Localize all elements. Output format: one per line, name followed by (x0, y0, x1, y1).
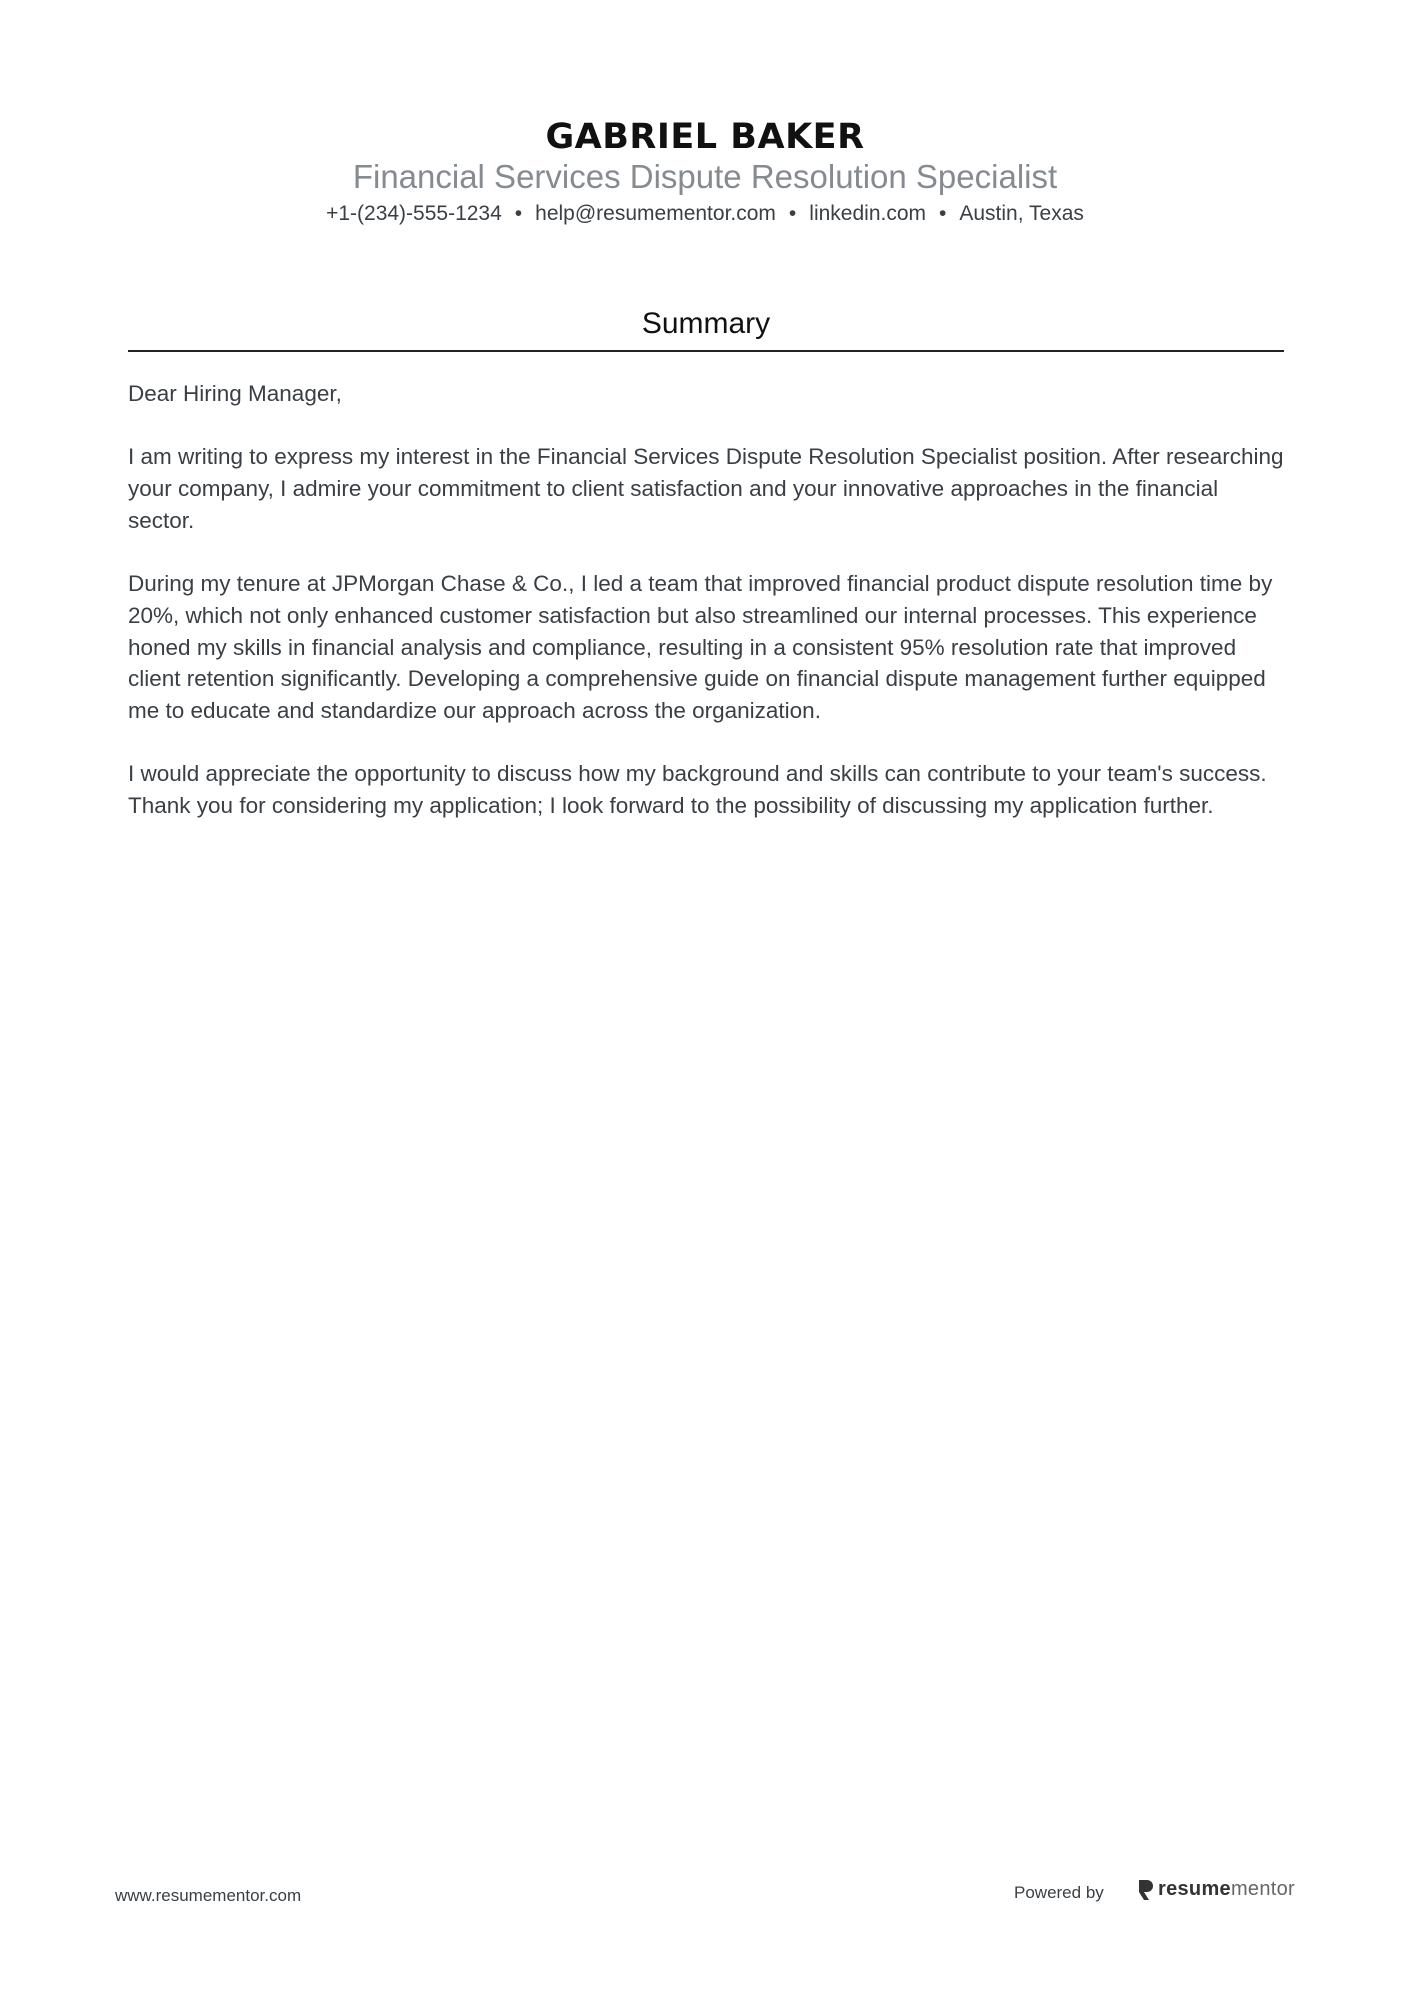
brand-logo[interactable] (1137, 1878, 1295, 1901)
contact-separator: • (788, 202, 797, 225)
powered-by-label: Powered by (1014, 1883, 1104, 1902)
letter-paragraph: I would appreciate the opportunity to discuss how my background and skills can contribute to your team's success. Thank you for considering my application; I look forward to the possibility of discussing my application further. (128, 761, 1267, 819)
resumementor-logo-icon (1137, 1879, 1153, 1901)
contact-linkedin[interactable]: linkedin.com (809, 202, 927, 225)
letter-paragraph: I am writing to express my interest in the Financial Services Dispute Resolution Specialist position. After researching your company, I admire your commitment to client satisfaction and your innovative approaches in the financial sector. (128, 444, 1284, 533)
header (0, 113, 1410, 229)
contact-email[interactable]: help@resumementor.com (535, 202, 776, 225)
section-title-summary: Summary (641, 307, 771, 340)
letter-body (128, 378, 1288, 853)
contact-phone: +1-(234)-555-1234 (326, 202, 502, 225)
contact-location: Austin, Texas (959, 202, 1084, 225)
job-title: Financial Services Dispute Resolution Specialist (352, 158, 1058, 195)
brand-wordmark-light: mentor (1230, 1878, 1295, 1900)
letter-salutation: Dear Hiring Manager, (128, 381, 342, 406)
candidate-name: GABRIEL BAKER (545, 117, 865, 157)
contact-separator: • (939, 202, 947, 225)
footer-url[interactable]: www.resumementor.com (115, 1886, 302, 1905)
brand-wordmark (1158, 1878, 1295, 1901)
section-divider (128, 350, 1284, 352)
brand-wordmark-bold: resume (1158, 1878, 1231, 1900)
contact-line (0, 199, 1410, 229)
letter-paragraph: During my tenure at JPMorgan Chase & Co., I led a team that improved financial product dispute resolution time by 20%, which not only enhanced customer satisfaction but also streamlined our internal processes. This experience honed my skills in financial analysis and compliance, resulting in a consistent 95% resolution rate that improved client retention significantly. Developing a comprehensive guide on financial dispute management further equipped me to educate and standardize our approach across the organization. (128, 571, 1273, 723)
contact-separator: • (514, 202, 523, 225)
